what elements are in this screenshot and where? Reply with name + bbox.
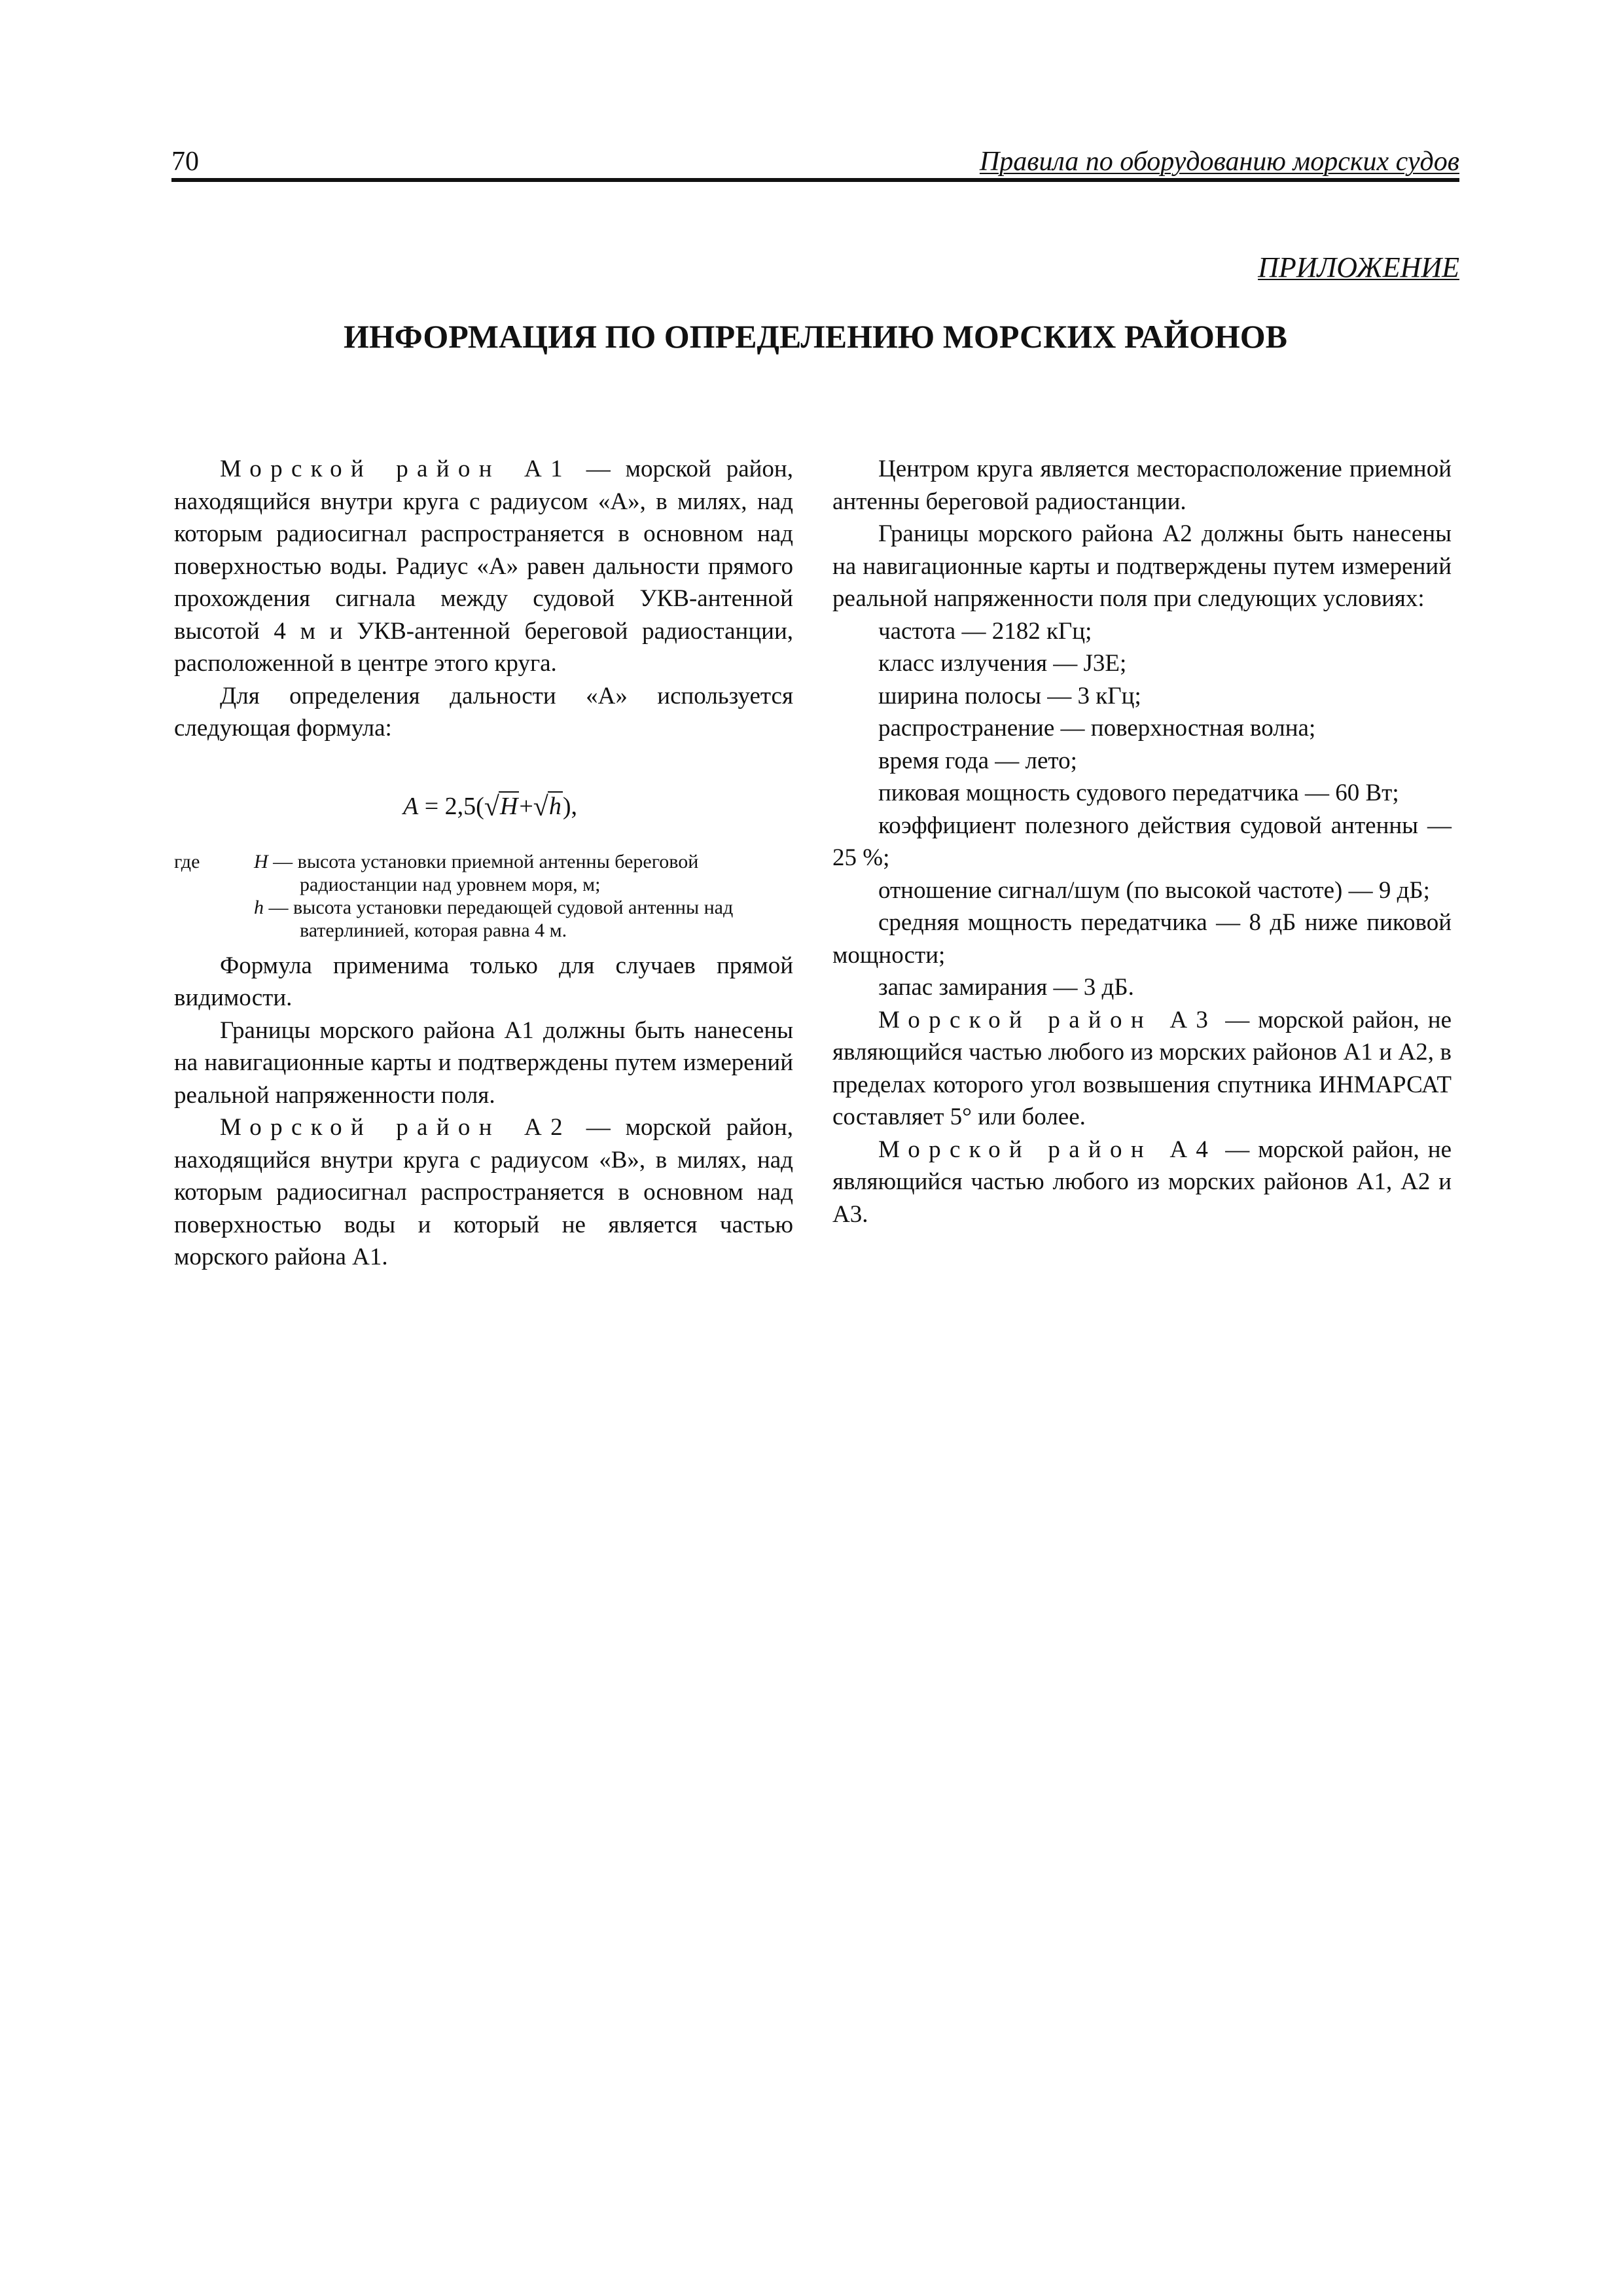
condition-frequency: частота — 2182 кГц; bbox=[878, 617, 1092, 645]
formula bbox=[174, 788, 793, 825]
page-title: ИНФОРМАЦИЯ ПО ОПРЕДЕЛЕНИЮ МОРСКИХ РАЙОНОВ bbox=[343, 318, 1288, 355]
a4-definition-text: — морской район, не являющийся частью любого из морских районов А1, А2 и А3. bbox=[832, 1136, 1452, 1228]
condition-peak-power: пиковая мощность судового передатчика — 60 Вт; bbox=[878, 780, 1399, 806]
formula-plus: + bbox=[519, 792, 533, 820]
paragraph-a3-definition bbox=[832, 1004, 1452, 1134]
left-column bbox=[174, 453, 793, 1274]
sqrt-h: √h bbox=[533, 791, 562, 822]
definition-h-text: — высота установки передающей судовой антенны над ватерлинией, которая равна 4 м. bbox=[264, 896, 734, 941]
paragraph-formula-intro: Для определения дальности «А» используется следующая формула: bbox=[174, 682, 793, 742]
paragraph-a1-definition bbox=[174, 453, 793, 680]
where-word: где bbox=[174, 850, 200, 872]
right-column bbox=[832, 453, 1452, 1230]
paragraph-a2-center: Центром круга является месторасположение приемной антенны береговой радиостанции. bbox=[832, 456, 1452, 515]
sqrt-H: √H bbox=[484, 791, 518, 822]
header-rule bbox=[171, 178, 1459, 182]
term-a1: Морской район А1 bbox=[220, 456, 571, 482]
a1-definition-text: — морской район, находящийся внутри круга с радиусом «А», в милях, над которым радиосигнал распространяется в основном над поверхностью воды. Радиус «А» равен дальности прямого прохождения сигнала между судовой УКВ-антенной высотой 4 м и УКВ-антенной береговой радиостанции, расположенной в центре этого круга. bbox=[174, 456, 793, 677]
where-block bbox=[174, 850, 793, 942]
appendix-label: ПРИЛОЖЕНИЕ bbox=[1258, 251, 1459, 283]
formula-coefficient: = 2,5( bbox=[418, 792, 484, 820]
definition-H-text: — высота установки приемной антенны береговой радиостанции над уровнем моря, м; bbox=[268, 850, 699, 895]
definition-h bbox=[254, 896, 793, 942]
condition-season: время года — лето; bbox=[878, 747, 1077, 774]
sqrt-H-argument: H bbox=[499, 792, 518, 820]
paragraph-a4-definition bbox=[832, 1134, 1452, 1231]
term-a4: Морской район А4 bbox=[878, 1136, 1217, 1163]
symbol-h: h bbox=[254, 896, 264, 918]
a2-definition-text: — морской район, находящийся внутри круга с радиусом «В», в милях, над которым радиосигнал распространяется в основном над поверхностью воды и который не является частью морского района А1. bbox=[174, 1114, 793, 1270]
page-number: 70 bbox=[171, 147, 199, 177]
condition-emission-class: класс излучения — J3E; bbox=[878, 650, 1127, 677]
formula-tail: ), bbox=[562, 792, 577, 820]
formula-lhs: A bbox=[403, 792, 419, 820]
term-a2: Морской район А2 bbox=[220, 1114, 571, 1141]
paragraph-a2-boundaries: Границы морского района А2 должны быть нанесены на навигационные карты и подтверждены путем измерений реальной напряженности поля при следующих условиях: bbox=[832, 520, 1452, 612]
condition-average-power: средняя мощность передатчика — 8 дБ ниже пиковой мощности; bbox=[832, 909, 1452, 969]
paragraph-a1-boundaries: Границы морского района А1 должны быть нанесены на навигационные карты и подтверждены путем измерений реальной напряженности поля. bbox=[174, 1016, 793, 1109]
page-header bbox=[171, 147, 1459, 177]
symbol-H: H bbox=[254, 850, 268, 872]
a3-definition-text: — морской район, не являющийся частью любого из морских районов А1 и А2, в пределах которого угол возвышения спутника ИНМАРСАТ составляет 5° или более. bbox=[832, 1006, 1452, 1130]
paragraph-applicability: Формула применима только для случаев прямой видимости. bbox=[174, 952, 793, 1011]
condition-antenna-efficiency: коэффициент полезного действия судовой антенны — 25 %; bbox=[832, 812, 1452, 871]
condition-fade-margin: запас замирания — 3 дБ. bbox=[878, 974, 1134, 1001]
condition-propagation: распространение — поверхностная волна; bbox=[878, 715, 1316, 742]
term-a3: Морской район А3 bbox=[878, 1006, 1217, 1033]
sqrt-h-argument: h bbox=[548, 792, 562, 820]
condition-snr: отношение сигнал/шум (по высокой частоте) — 9 дБ; bbox=[878, 876, 1430, 904]
condition-bandwidth: ширина полосы — 3 кГц; bbox=[878, 682, 1141, 709]
definition-H bbox=[254, 850, 793, 896]
paragraph-a2-definition bbox=[174, 1111, 793, 1274]
running-title: Правила по оборудованию морских судов bbox=[979, 147, 1459, 177]
